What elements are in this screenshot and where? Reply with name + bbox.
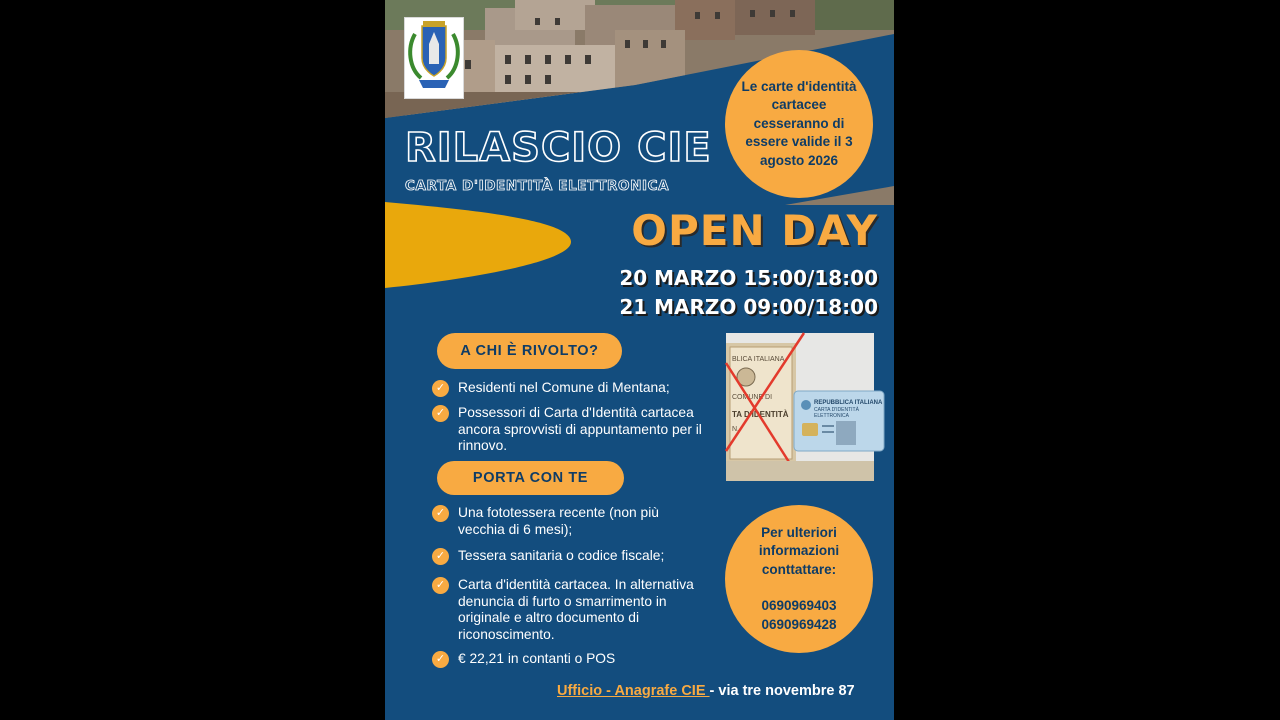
list-item bbox=[432, 405, 702, 455]
old-card-line-3: TA D'IDENTITÀ bbox=[732, 410, 789, 419]
office-link[interactable]: Ufficio - Anagrafe CIE bbox=[557, 683, 710, 699]
open-day-headline: OPEN DAY bbox=[631, 206, 878, 255]
list-item-text: Carta d'identità cartacea. In alternativa denuncia di furto o smarrimento in originale e altro documento di riconoscimento. bbox=[458, 577, 694, 642]
new-card-line-2: CARTA D'IDENTITÀ bbox=[814, 407, 859, 413]
check-icon: ✓ bbox=[432, 577, 449, 594]
list-item-text: Possessori di Carta d'Identità cartacea ancora sprovvisti di appuntamento per il rinnovo. bbox=[458, 405, 702, 454]
event-date-2: 21 MARZO 09:00/18:00 bbox=[619, 295, 878, 319]
validity-badge bbox=[725, 50, 873, 198]
check-icon: ✓ bbox=[432, 548, 449, 565]
list-item bbox=[432, 651, 692, 668]
phone-number: 0690969428 bbox=[761, 616, 837, 632]
contact-info-label: Per ulteriori informazioni conttattare: bbox=[758, 524, 840, 577]
who-section-label: A CHI È RIVOLTO? bbox=[437, 333, 622, 369]
new-card-line-1: REPUBBLICA ITALIANA bbox=[814, 400, 883, 406]
list-item bbox=[432, 380, 702, 397]
list-item bbox=[432, 505, 692, 538]
page-subtitle: CARTA D'IDENTITÀ ELETTRONICA bbox=[405, 178, 670, 194]
check-icon: ✓ bbox=[432, 380, 449, 397]
footer-address bbox=[557, 683, 855, 699]
list-item-text: Una fototessera recente (non più vecchia di 6 mesi); bbox=[458, 505, 659, 537]
validity-badge-text: Le carte d'identità cartacee cesseranno di essere valide il 3 agosto 2026 bbox=[741, 78, 857, 168]
old-card-line-4: N. bbox=[732, 426, 739, 433]
new-card-line-3: ELETTRONICA bbox=[814, 413, 850, 419]
contact-info-badge bbox=[725, 505, 873, 653]
old-card-line-2: COMUNE DI bbox=[732, 394, 773, 401]
page-title: RILASCIO CIE bbox=[405, 125, 712, 171]
list-item-text: € 22,21 in contanti o POS bbox=[458, 651, 616, 666]
bring-section-label: PORTA CON TE bbox=[437, 461, 624, 495]
check-icon: ✓ bbox=[432, 405, 449, 422]
yellow-swoosh-decoration bbox=[385, 200, 575, 290]
old-card-line-1: BLICA ITALIANA bbox=[732, 356, 785, 363]
check-icon: ✓ bbox=[432, 505, 449, 522]
list-item bbox=[432, 577, 702, 643]
municipal-crest-logo bbox=[404, 17, 464, 99]
street-address: - via tre novembre 87 bbox=[709, 683, 855, 699]
list-item-text: Tessera sanitaria o codice fiscale; bbox=[458, 548, 665, 563]
check-icon: ✓ bbox=[432, 651, 449, 668]
identity-cards-photo bbox=[726, 333, 883, 481]
phone-number: 0690969403 bbox=[761, 598, 837, 614]
poster bbox=[385, 0, 894, 720]
event-date-1: 20 MARZO 15:00/18:00 bbox=[619, 266, 878, 290]
list-item-text: Residenti nel Comune di Mentana; bbox=[458, 380, 670, 395]
list-item bbox=[432, 548, 692, 565]
